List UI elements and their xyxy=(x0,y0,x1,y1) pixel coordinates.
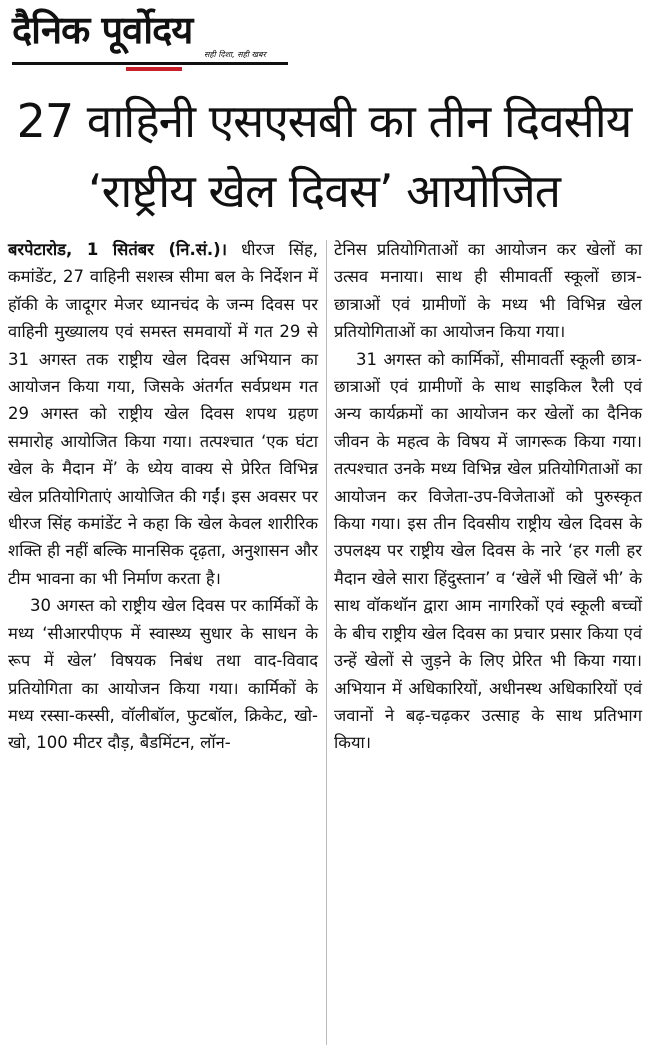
masthead-title: दैनिक पूर्वोदय xyxy=(12,8,193,52)
article-headline xyxy=(0,86,648,226)
masthead-rule xyxy=(12,62,288,65)
paragraph-3-text: टेनिस प्रतियोगिताओं का आयोजन कर खेलों का उत्सव मनाया। साथ ही सीमावर्ती स्कूलों छात्र-छात्राओं एवं ग्रामीणों के मध्य भी विभिन्न खेल प्रतियोगिताओं का आयोजन किया गया। xyxy=(334,240,642,342)
article-paragraph-3 xyxy=(334,236,642,346)
article-paragraph-2 xyxy=(8,592,318,756)
paragraph-4-text: 31 अगस्त को कार्मिकों, सीमावर्ती स्कूली छात्र-छात्राओं एवं ग्रामीणों के साथ साइकिल रैली एवं अन्य कार्यक्रमों का आयोजन कर खेलों का दैनिक जीवन के महत्व के विषय में जागरूक किया गया। तत्पश्चात उनके मध्य विभिन्न खेल प्रतियोगिताओं का आयोजन कर विजेता-उप-विजेताओं को पुरुस्कृत किया गया। इस तीन दिवसीय राष्ट्रीय खेल दिवस के उपलक्ष्य पर राष्ट्रीय खेल दिवस के नारे ‘हर गली हर मैदान खेले सारा हिंदुस्तान’ व ‘खेलें भी खिलें भी’ के साथ वॉकथॉन द्वारा आम नागरिकों एवं स्कूली बच्चों के बीच राष्ट्रीय खेल दिवस का प्रचार प्रसार किया एवं उन्हें खेलों से जुड़ने के लिए प्रेरित भी किया गया। अभियान में अधिकारियों, अधीनस्थ अधिकारियों एवं जवानों ने बढ़-चढ़कर उत्साह के साथ प्रतिभाग किया। xyxy=(334,349,642,753)
article-dateline: बरपेटारोड, 1 सितंबर (नि.सं.)। xyxy=(8,240,227,259)
article-paragraph-1 xyxy=(8,236,318,592)
paragraph-1-text: धीरज सिंह, कमांडेंट, 27 वाहिनी सशस्त्र सीमा बल के निर्देशन में हॉकी के जादूगर मेजर ध्यानचंद के जन्म दिवस पर वाहिनी मुख्यालय एवं समस्त समवायों में गत 29 से 31 अगस्त तक राष्ट्रीय खेल दिवस अभियान का आयोजन किया गया, जिसके अंतर्गत सर्वप्रथम गत 29 अगस्त को राष्ट्रीय खेल दिवस शपथ ग्रहण समारोह आयोजित किया गया। तत्पश्चात ‘एक घंटा खेल के मैदान में’ के ध्येय वाक्य से प्रेरित विभिन्न खेल प्रतियोगिताएं आयोजित की गईं। इस अवसर पर धीरज सिंह कमांडेंट ने कहा कि खेल केवल शारीरिक शक्ति ही नहीं बल्कि मानसिक दृढ़ता, अनुशासन और टीम भावना का भी निर्माण करता है। xyxy=(8,240,318,588)
article-paragraph-4 xyxy=(334,346,642,757)
headline-line-2: ‘राष्ट्रीय खेल दिवस’ आयोजित xyxy=(88,164,560,218)
masthead-accent-bar xyxy=(126,67,182,71)
paragraph-2-text: 30 अगस्त को राष्ट्रीय खेल दिवस पर कार्मिकों के मध्य ‘सीआरपीएफ में स्वास्थ्य सुधार के साधन के रूप में खेल’ विषयक निबंध तथा वाद-विवाद प्रतियोगिता का आयोजन किया गया। कार्मिकों के मध्य रस्सा-कस्सी, वॉलीबॉल, फुटबॉल, क्रिकेट, खो-खो, 100 मीटर दौड़, बैडमिंटन, लॉन- xyxy=(8,596,318,753)
article-column-left xyxy=(8,236,318,757)
masthead-tagline: सही दिशा, सही खबर xyxy=(204,50,266,59)
column-divider xyxy=(326,240,327,1045)
headline-line-1: 27 वाहिनी एसएसबी का तीन दिवसीय xyxy=(16,94,632,148)
article-column-right xyxy=(334,236,642,757)
masthead xyxy=(8,6,298,76)
